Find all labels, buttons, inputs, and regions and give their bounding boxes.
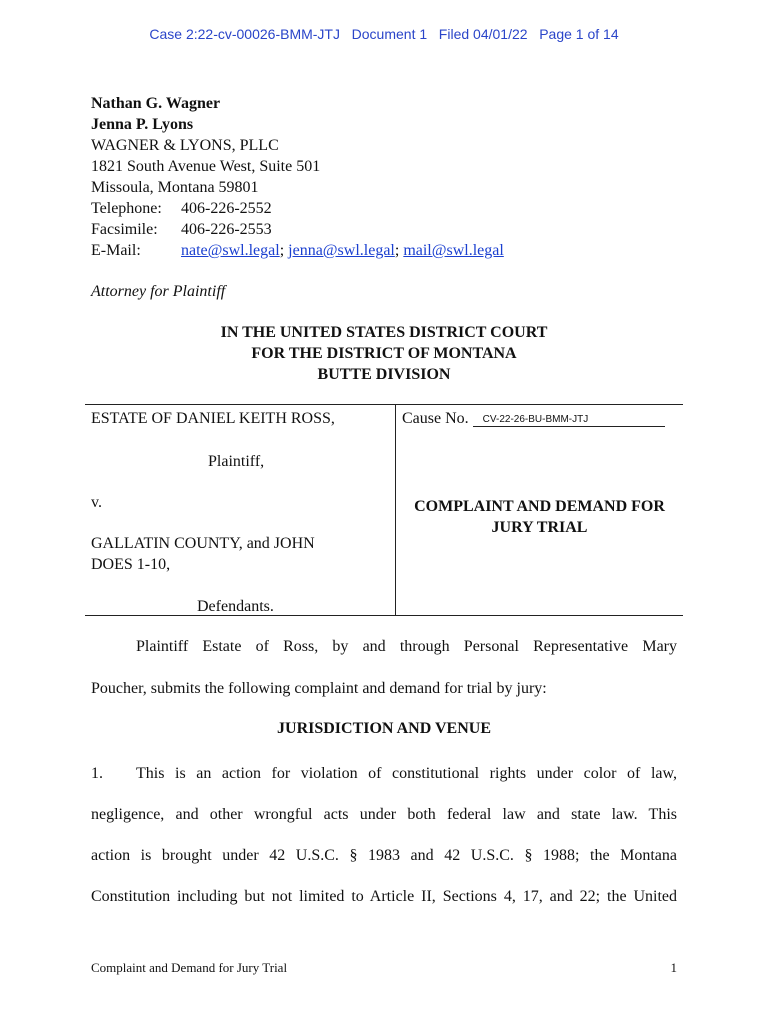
document-title: JURY TRIAL bbox=[491, 519, 588, 536]
plaintiff-name: ESTATE OF DANIEL KEITH ROSS, bbox=[91, 410, 335, 427]
court-heading-line: BUTTE DIVISION bbox=[317, 366, 451, 383]
fax-label: Facsimile: bbox=[91, 221, 158, 238]
cause-number-line bbox=[402, 408, 665, 429]
case-header-stamp: Case 2:22-cv-00026-BMM-JTJ Document 1 Filed 04/01/22 Page 1 of 14 bbox=[149, 26, 619, 42]
counsel-name: Nathan G. Wagner bbox=[91, 95, 221, 112]
defendant-name: GALLATIN COUNTY, and JOHN bbox=[91, 535, 315, 552]
paragraph-text: This is an action for violation of constitutional rights under color of law, bbox=[136, 765, 677, 782]
attorney-role: Attorney for Plaintiff bbox=[91, 283, 226, 300]
court-heading-line: IN THE UNITED STATES DISTRICT COURT bbox=[220, 324, 548, 341]
email-line: E-Mail: nate@swl.legal; jenna@swl.legal; mail@swl.legal bbox=[91, 242, 504, 259]
paragraph-line: Constitution including but not limited to Article II, Sections 4, 17, and 22; the United bbox=[91, 888, 677, 905]
telephone-label: Telephone: bbox=[91, 200, 162, 217]
paragraph-line: action is brought under 42 U.S.C. § 1983 and 42 U.S.C. § 1988; the Montana bbox=[91, 847, 677, 864]
paragraph-line: negligence, and other wrongful acts under both federal law and state law. This bbox=[91, 806, 677, 823]
section-heading: JURISDICTION AND VENUE bbox=[277, 720, 491, 737]
firm-address-line: 1821 South Avenue West, Suite 501 bbox=[91, 158, 321, 175]
footer-title: Complaint and Demand for Jury Trial bbox=[91, 960, 288, 975]
intro-paragraph-line: Poucher, submits the following complaint and demand for trial by jury: bbox=[91, 680, 547, 697]
paragraph-line bbox=[91, 763, 677, 784]
versus: v. bbox=[91, 494, 102, 511]
firm-name: WAGNER & LYONS, PLLC bbox=[91, 137, 279, 154]
fax-line bbox=[91, 219, 504, 240]
paragraph-number: 1. bbox=[91, 765, 103, 782]
defendant-name: DOES 1-10, bbox=[91, 556, 171, 573]
document-title: COMPLAINT AND DEMAND FOR bbox=[414, 498, 665, 515]
email-label: E-Mail: bbox=[91, 242, 141, 259]
email-link[interactable]: nate@swl.legal bbox=[181, 242, 280, 259]
plaintiff-role: Plaintiff, bbox=[208, 453, 265, 470]
telephone-value: 406-226-2552 bbox=[181, 200, 272, 217]
court-heading bbox=[0, 322, 768, 385]
page-footer bbox=[91, 960, 677, 976]
firm-address-line: Missoula, Montana 59801 bbox=[91, 179, 259, 196]
cause-number: CV-22-26-BU-BMM-JTJ bbox=[473, 413, 665, 427]
page-number: 1 bbox=[670, 960, 677, 975]
court-heading-line: FOR THE DISTRICT OF MONTANA bbox=[251, 345, 517, 362]
telephone-line bbox=[91, 198, 504, 219]
intro-paragraph-line: Plaintiff Estate of Ross, by and through Personal Representative Mary bbox=[136, 638, 677, 655]
counsel-name: Jenna P. Lyons bbox=[91, 116, 194, 133]
counsel-block bbox=[91, 93, 504, 261]
defendant-role: Defendants. bbox=[197, 598, 274, 615]
cause-label: Cause No. bbox=[402, 410, 469, 427]
case-caption-box bbox=[85, 404, 683, 616]
fax-value: 406-226-2553 bbox=[181, 221, 272, 238]
email-link[interactable]: jenna@swl.legal bbox=[288, 242, 395, 259]
email-link[interactable]: mail@swl.legal bbox=[403, 242, 504, 259]
